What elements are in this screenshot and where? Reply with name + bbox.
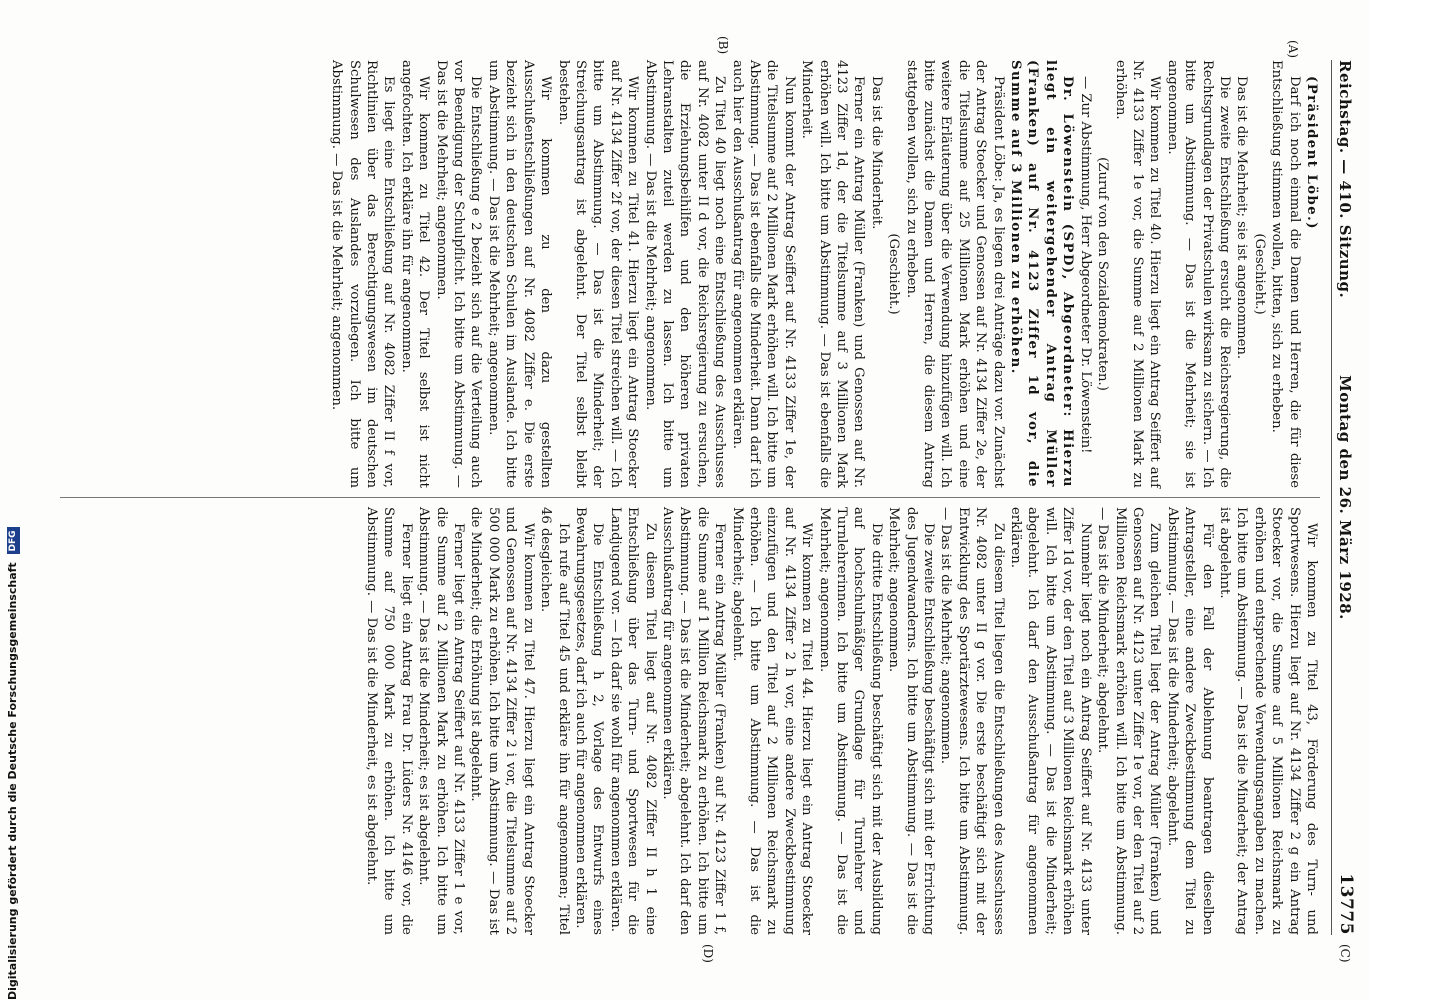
paragraph: Es liegt eine Entschließung auf Nr. 4082 Ziffer II f vor, Richtlinien über das Berechtigungswesen im deutschen Schulwesen des Auslandes vorzulegen. Ich bitte um Abstimmung. — Das ist die Mehrheit; angenommen. (329, 60, 397, 488)
paragraph: Zum gleichen Titel liegt der Antrag Müller (Franken) und Genossen auf Nr. 4123 unter Ziffer 1e vor, der den Titel auf 2 Millionen Reichsmark erhöhen will. Ich bitte um Abstimmung. — Das ist die Minderheit; abgelehnt. (1095, 507, 1163, 935)
page-number: 13775 (1336, 873, 1356, 935)
paragraph: Zu diesem Titel liegen die Entschließungen des Ausschusses Nr. 4082 unter II g vor. Die erste beschäftigt sich mit der Entwicklung des Sportärztewesens. Ich bitte um Abstimmung. — Das ist die Mehrheit; angenommen. (938, 507, 1006, 935)
left-column (328, 60, 1320, 488)
paragraph: Die Entschließung e 2 bezieht sich auf die Verteilung auch vor Beendigung der Schulpflicht. Ich bitte um Abstimmung. — Das ist die Mehrheit; angenommen. (433, 60, 484, 488)
paragraph: Für den Fall der Ablehnung beantragen dieselben Antragsteller, eine andere Zweckbestimmung dem Titel zu Abstimmung. — Das ist die Minderheit; abgelehnt. (1164, 507, 1215, 935)
margin-marker-c: (C) (1338, 944, 1352, 963)
speaker-line: Dr. Löwenstein (SPD), Abgeordneter: Hierzu liegt ein weitergehender Antrag Müller (Franken) auf Nr. 4123 Ziffer 1d vor, die Summe auf 3 Millionen zu erhöhen. (1008, 60, 1076, 488)
paragraph: Ferner liegt ein Antrag Seiffert auf Nr. 4133 Ziffer 1 e vor, die Summe auf 2 Millionen Mark zu erhöhen. Ich bitte um Abstimmung. — Das ist die Minderheit; es ist abgelehnt. (416, 507, 467, 935)
paragraph: Ferner liegt ein Antrag Frau Dr. Lüders Nr. 4146 vor, die Summe auf 750 000 Mark zu erhöhen. Ich bitte um Abstimmung. — Das ist die Minderheit, es ist abgelehnt. (364, 507, 414, 935)
paragraph: Das ist die Mehrheit; sie ist angenommen. (1234, 76, 1250, 360)
paragraph: Ferner ein Antrag Müller (Franken) auf Nr. 4123 Ziffer 1 f, die Summe auf 1 Million Reichsmark zu erhöhen. Ich bitte um Abstimmung. — Das ist die Minderheit; abgelehnt. Ich darf den Ausschußantrag für angenommen erklären. (659, 507, 728, 935)
paragraph: Wir kommen zu Titel 47. Hierzu liegt ein Antrag Stoecker und Genossen auf Nr. 4134 Ziffer 2 i vor, die Titelsumme auf 2 500 000 Mark zu erhöhen. Ich bitte um Abstimmung. — Das ist die Minderheit; die Erhöhung ist abgelehnt. (468, 507, 536, 935)
paragraph: Nunmehr liegt noch ein Antrag Seiffert auf Nr. 4133 unter Ziffer 1d vor, der den Titel auf 3 Millionen Reichsmark erhöhen will. Ich bitte um Abstimmung. — Das ist die Minderheit; abgelehnt. Ich darf den Ausschußantrag für angenommen erklären. (1008, 507, 1093, 935)
paragraph: Zu diesem Titel liegt auf Nr. 4082 Ziffer II h 1 eine Entschließung über das Turn- und Sportwesen für die Landjugend vor. — Ich darf sie wohl für angenommen erklären. (607, 507, 658, 935)
paragraph: Ferner ein Antrag Müller (Franken) und Genossen auf Nr. 4123 Ziffer 1d, der die Titelsumme auf 3 Millionen Mark erhöhen will. Ich bitte um Abstimmung. — Das ist ebenfalls die Minderheit. (799, 60, 867, 488)
paragraph: Die zweite Entschließung ersucht die Reichsregierung, die Rechtsgrundlagen der Privatschulen wirksam zu sichern. — Ich bitte um Abstimmung. — Das ist die Mehrheit; sie ist angenommen. (1164, 60, 1232, 488)
paragraph: Das ist die Minderheit. (868, 76, 884, 230)
digitization-credit (2, 0, 24, 1000)
page-header (1331, 60, 1356, 935)
paragraph: Wir kommen zu den dazu gestellten Ausschußentschließungen auf Nr. 4082 Ziffer e. Die erste bezieht sich in den deutschen Schulen im Auslande. Ich bitte um Abstimmung. — Das ist die Mehrheit; angenommen. (485, 60, 554, 488)
credit-text: Digitalisierung gefördert durch die Deutsche Forschungsgemeinschaft (6, 562, 19, 1000)
paragraph: Darf ich noch einmal die Damen und Herren, die für diese Entschließung stimmen wollen, bitten, sich zu erheben. (1269, 60, 1302, 488)
margin-marker-b: (B) (716, 36, 730, 55)
paragraph: Wir kommen zu Titel 43, Förderung des Turn- und Sportwesens. Hierzu liegt auf Nr. 4134 Ziffer 2 g ein Antrag Stoecker vor, die Summe auf 5 Millionen Reichsmark zu erhöhen und entsprechende Verwendungsangaben zu machen. Ich bitte um Abstimmung. — Das ist die Minderheit; der Antrag ist abgelehnt. (1216, 507, 1319, 935)
paragraph: Die Entschließung h 2, Vorlage des Entwurfs eines Bewahrungsgesetzes, darf ich auch für angenommen erklären. (572, 507, 606, 935)
paragraph: Wir kommen zu Titel 41. Hierzu liegt ein Antrag Stoecker auf Nr. 4134 Ziffer 2f vor, der diesen Titel streichen will. — Ich bitte um Abstimmung. — Das ist die Minderheit; der Streichungsantrag ist abgelehnt. Der Titel selbst bleibt bestehen. (555, 60, 641, 488)
right-column (363, 507, 1320, 935)
dfg-logo: DFG (7, 527, 20, 554)
paragraph: Zu Titel 40 liegt noch eine Entschließung des Ausschusses auf Nr. 4082 unter II d vor, die Reichsregierung zu ersuchen, die Erziehungsbeihilfen und den höheren privaten Lehranstalten zuteil werden zu lassen. Ich bitte um Abstimmung. — Das ist die Mehrheit; angenommen. (642, 60, 728, 488)
margin-marker-d: (D) (701, 944, 715, 963)
paragraph: Die zweite Entschließung beschäftigt sich mit der Errichtung des Jugendwanderns. Ich bitte um Abstimmung. — Das ist die Mehrheit; angenommen. (886, 507, 937, 935)
paragraph: Nun kommt der Antrag Seiffert auf Nr. 4133 Ziffer 1e, der die Titelsumme auf 2 Millionen Mark erhöhen will. Ich bitte um Abstimmung. — Das ist ebenfalls die Minderheit. Dann darf ich auch hier den Ausschußantrag für angenommen erklären. (729, 60, 797, 488)
paragraph: Präsident Löbe: Ja, es liegen drei Anträge dazu vor. Zunächst der Antrag Stoecker und Genossen auf Nr. 4134 Ziffer 2e, der die Titelsumme auf 25 Millionen Mark erhöhen und eine weitere Erläuterung über die Verwendung hinzufügen will. Ich bitte zunächst die Damen und Herren, die diesem Antrag stattgeben wollen, sich zu erheben. (903, 60, 1006, 488)
paragraph: Ich rufe auf Titel 45 und erkläre ihn für angenommen; Titel 46 desgleichen. (538, 507, 571, 935)
paragraph: Die dritte Entschließung beschäftigt sich mit der Ausbildung auf hochschulmäßiger Grundlage für Turnlehrer und Turnlehrerinnen. Ich bitte um Abstimmung. — Das ist die Mehrheit; angenommen. (816, 507, 884, 935)
speaker-line: (Präsident Löbe.) (1304, 76, 1319, 230)
paragraph: — Zur Abstimmung, Herr Abgeordneter Dr. Löwenstein! (1077, 76, 1093, 454)
margin-marker-a: (A) (1286, 40, 1300, 59)
paragraph: Wir kommen zu Titel 40. Hierzu liegt ein Antrag Seiffert auf Nr. 4133 Ziffer 1e vor, die Summe auf 2 Millionen Mark zu erhöhen. (1112, 60, 1163, 488)
header-session: Reichstag. — 410. Sitzung. (1336, 60, 1354, 299)
stage-direction: (Geschieht.) (886, 233, 902, 315)
paragraph: Wir kommen zu Titel 44. Hierzu liegt ein Antrag Stoecker auf Nr. 4134 Ziffer 2 h vor, eine andere Zweckbestimmung einzufügen und den Titel auf 2 Millionen Reichsmark zu erhöhen. — Ich bitte um Abstimmung. — Das ist die Minderheit; abgelehnt. (729, 507, 815, 935)
stage-direction: (Geschieht.) (1251, 233, 1267, 315)
stage-direction: (Zuruf von den Sozialdemokraten.) (1095, 157, 1111, 391)
column-divider (60, 497, 1320, 498)
paragraph: Wir kommen zu Titel 42. Der Titel selbst ist nicht angefochten. Ich erkläre ihn für angenommen. (398, 60, 432, 488)
header-date: Montag den 26. März 1928. (1336, 375, 1354, 620)
